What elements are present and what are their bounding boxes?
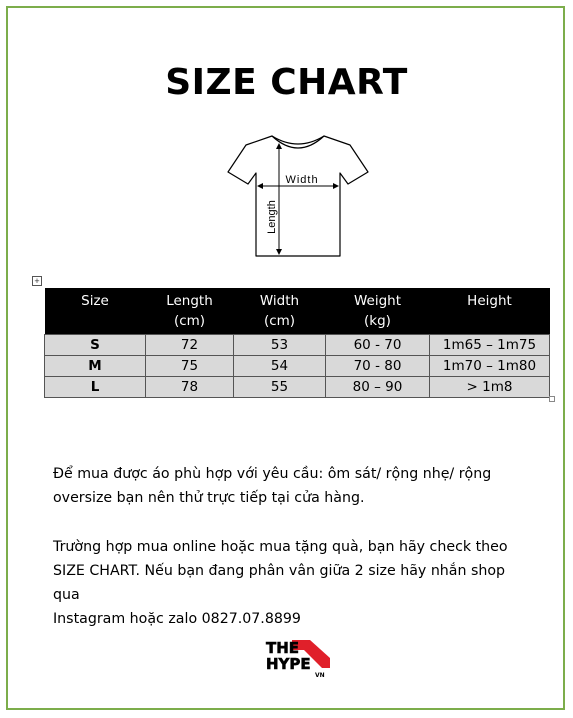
cell-weight: 80 – 90 — [326, 377, 430, 398]
table-row — [45, 377, 550, 398]
size-table — [44, 288, 550, 398]
header-weight: Weight (kg) — [326, 288, 430, 335]
table-row — [45, 356, 550, 377]
cell-weight: 70 - 80 — [326, 356, 430, 377]
header-width: Width (cm) — [234, 288, 326, 335]
logo-text-vn: VN — [315, 672, 325, 678]
cell-length: 75 — [146, 356, 234, 377]
header-size: Size — [45, 288, 146, 335]
cell-width: 55 — [234, 377, 326, 398]
cell-length: 72 — [146, 335, 234, 356]
table-header-row — [45, 288, 550, 335]
table-resize-handle[interactable] — [549, 396, 555, 402]
cell-size: M — [45, 356, 146, 377]
page-title: SIZE CHART — [165, 62, 408, 103]
length-label: Length — [266, 200, 278, 234]
cell-size: S — [45, 335, 146, 356]
logo-text-hype: HYPE — [266, 655, 311, 673]
logo-text-the: THE — [266, 639, 300, 657]
table-move-handle[interactable]: + — [32, 276, 42, 286]
the-hype-logo — [264, 638, 330, 678]
header-length: Length (cm) — [146, 288, 234, 335]
width-label: Width — [285, 174, 319, 186]
cell-height: 1m70 – 1m80 — [430, 356, 550, 377]
cell-size: L — [45, 377, 146, 398]
cell-length: 78 — [146, 377, 234, 398]
cell-width: 54 — [234, 356, 326, 377]
cell-weight: 60 - 70 — [326, 335, 430, 356]
cell-height: 1m65 – 1m75 — [430, 335, 550, 356]
header-height: Height — [430, 288, 550, 335]
cell-height: > 1m8 — [430, 377, 550, 398]
table-row — [45, 335, 550, 356]
fit-advice-paragraph: Để mua được áo phù hợp với yêu cầu: ôm sát/ rộng nhẹ/ rộng oversize bạn nên thử trực tiếp tại cửa hàng. — [53, 466, 492, 506]
online-order-paragraph: Trường hợp mua online hoặc mua tặng quà, bạn hãy check theo SIZE CHART. Nếu bạn đang phân vân giữa 2 size hãy nhắn shop qua Instagram hoặc zalo 0827.07.8899 — [53, 539, 508, 627]
tshirt-diagram — [226, 132, 370, 258]
cell-width: 53 — [234, 335, 326, 356]
tshirt-outline — [228, 136, 368, 256]
